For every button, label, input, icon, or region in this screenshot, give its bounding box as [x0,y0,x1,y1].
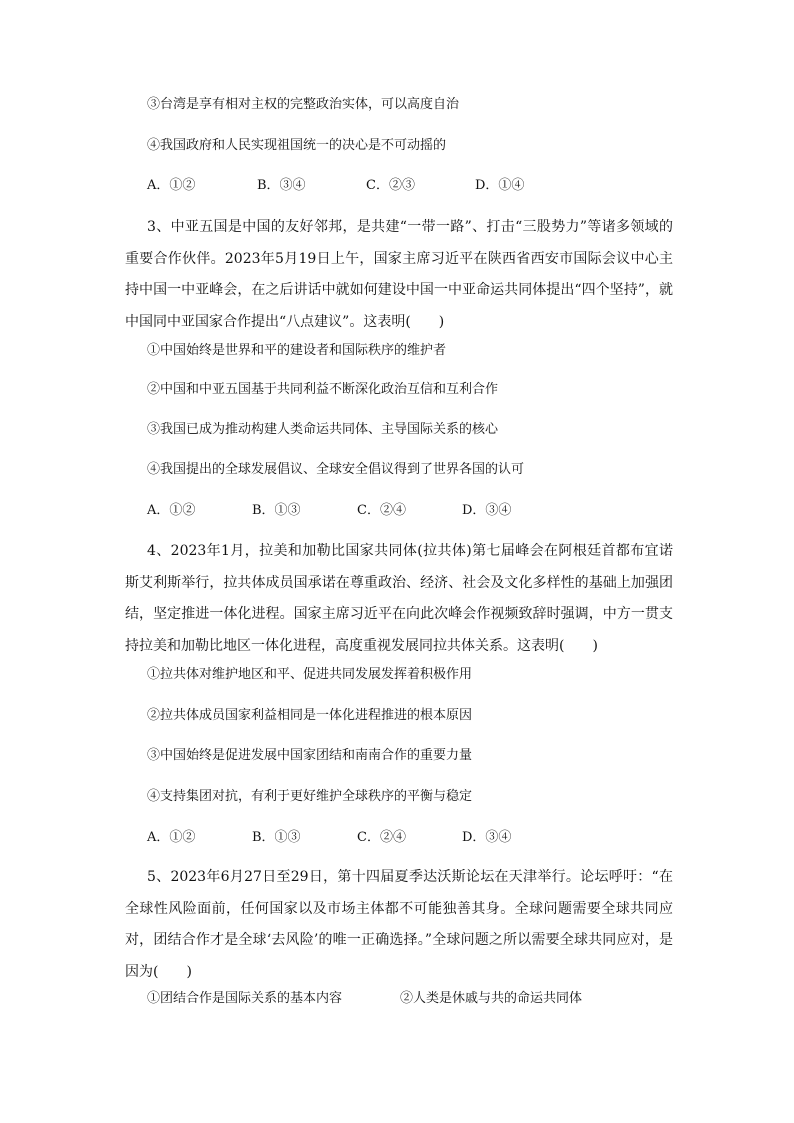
q5-item-1: ①团结合作是国际关系的基本内容 [147,991,343,1006]
q3-stem-text: 3、中亚五国是中国的友好邻邦，是共建“一带一路”、打击“三股势力”等诸多领域的重要合作伙伴。2023年5月19日上午，国家主席习近平在陕西省西安市国际会议中心主持中国一中亚峰会，在之后讲话中就如何建设中国一中亚命运共同体提出“四个坚持”，就中国同中亚国家合作提出“八点建议”。这表明( ) [125,219,673,330]
q4-item-4: ④支持集团对抗，有利于更好维护全球秩序的平衡与稳定 [147,789,473,804]
q3-stem [125,212,673,338]
q4-option-d: D．③④ [462,830,512,845]
q3-option-a: A．①② [147,503,196,518]
q2-option-c: C．②③ [366,178,415,193]
q3-item-3: ③我国已成为推动构建人类命运共同体、主导国际关系的核心 [147,422,499,437]
q4-item-2: ②拉共体成员国家利益相同是一体化进程推进的根本原因 [147,708,473,723]
q3-option-d: D．③④ [462,503,512,518]
q4-stem [125,536,673,662]
q2-option-d: D．①④ [475,178,525,193]
q3-option-c: C．②④ [357,503,406,518]
q5-item-2: ②人类是休戚与共的命运共同体 [400,991,583,1006]
q4-stem-text: 4、2023年1月，拉美和加勒比国家共同体(拉共体)第七届峰会在阿根廷首都布宜诺斯艾利斯举行，拉共体成员国承诺在尊重政治、经济、社会及文化多样性的基础上加强团结，坚定推进一体化进程。国家主席习近平在向此次峰会作视频致辞时强调，中方一贯支持拉美和加勒比地区一体化进程，高度重视发展同拉共体关系。这表明( ) [125,543,673,654]
q3-item-2: ②中国和中亚五国基于共同利益不断深化政治互信和互利合作 [147,382,499,397]
q3-item-4: ④我国提出的全球发展倡议、全球安全倡议得到了世界各国的认可 [147,462,525,477]
q4-option-b: B．①③ [252,830,301,845]
q4-option-a: A．①② [147,830,196,845]
q2-option-b: B．③④ [257,178,306,193]
q3-item-1: ①中国始终是世界和平的建设者和国际秩序的维护者 [147,343,447,358]
q4-item-3: ③中国始终是促进发展中国家团结和南南合作的重要力量 [147,748,473,763]
q3-option-b: B．①③ [252,503,301,518]
q2-item-3: ③台湾是享有相对主权的完整政治实体，可以高度自治 [147,97,460,112]
q2-item-4: ④我国政府和人民实现祖国统一的决心是不可动摇的 [147,138,447,153]
q2-option-a: A．①② [147,178,196,193]
q4-option-c: C．②④ [357,830,406,845]
q4-item-1: ①拉共体对维护地区和平、促进共同发展发挥着积极作用 [147,667,473,682]
q5-stem [125,862,673,988]
q5-stem-text: 5、2023年6月27日至29日，第十四届夏季达沃斯论坛在天津举行。论坛呼吁：“在全球性风险面前，任何国家以及市场主体都不可能独善其身。全球问题需要全球共同应对，团结合作才是全球‘去风险’的唯一正确选择。”全球问题之所以需要全球共同应对，是因为( ) [125,869,673,980]
